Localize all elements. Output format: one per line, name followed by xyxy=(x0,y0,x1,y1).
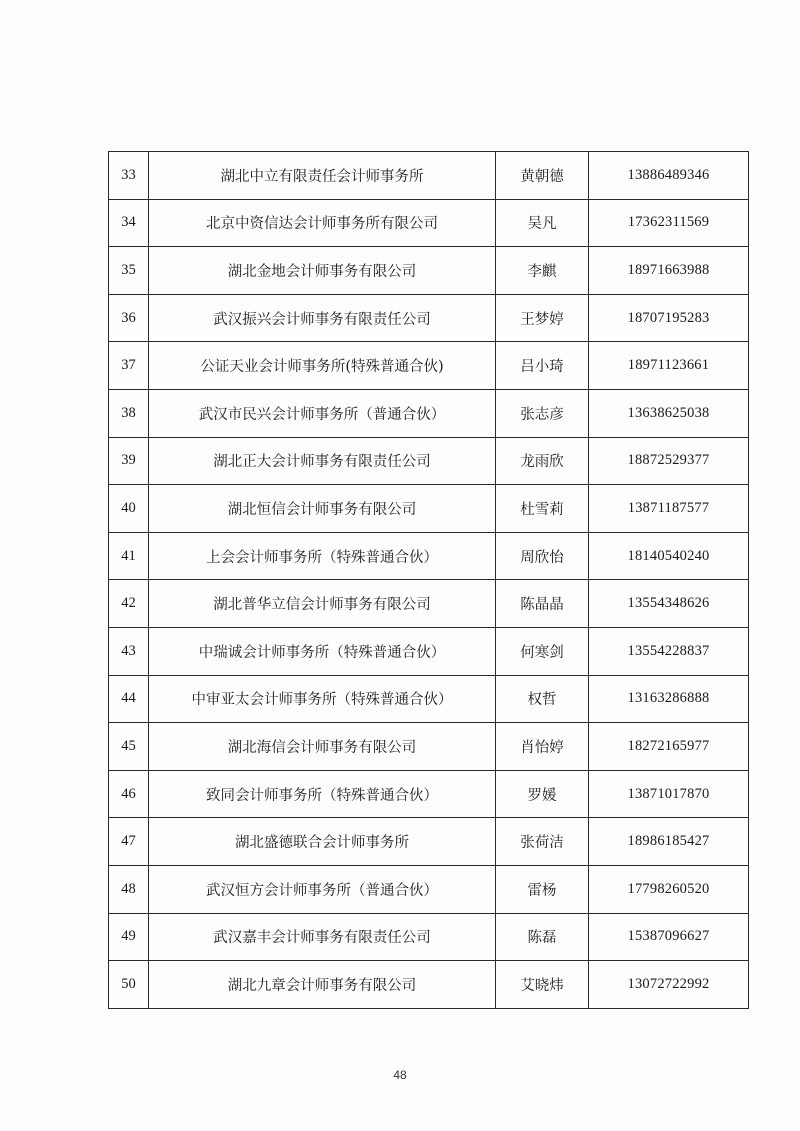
table-row xyxy=(109,389,749,437)
contact-name-cell: 雷杨 xyxy=(496,865,589,913)
table-row xyxy=(109,437,749,485)
contact-name-cell: 吕小琦 xyxy=(496,342,589,390)
table-row xyxy=(109,627,749,675)
firm-name-cell: 武汉嘉丰会计师事务有限责任公司 xyxy=(149,913,496,961)
firm-name-cell: 湖北普华立信会计师事务有限公司 xyxy=(149,580,496,628)
phone-number-cell: 18971123661 xyxy=(589,342,749,390)
row-number-cell: 49 xyxy=(109,913,149,961)
table-row xyxy=(109,152,749,200)
phone-number-cell: 13554228837 xyxy=(589,627,749,675)
firm-name-cell: 武汉恒方会计师事务所（普通合伙） xyxy=(149,865,496,913)
row-number-cell: 42 xyxy=(109,580,149,628)
contact-name-cell: 龙雨欣 xyxy=(496,437,589,485)
row-number-cell: 45 xyxy=(109,723,149,771)
firm-name-cell: 湖北九章会计师事务有限公司 xyxy=(149,961,496,1009)
row-number-cell: 47 xyxy=(109,818,149,866)
phone-number-cell: 13163286888 xyxy=(589,675,749,723)
table-row xyxy=(109,532,749,580)
firm-name-cell: 湖北海信会计师事务有限公司 xyxy=(149,723,496,771)
table-row xyxy=(109,485,749,533)
firm-name-cell: 武汉市民兴会计师事务所（普通合伙） xyxy=(149,389,496,437)
phone-number-cell: 13072722992 xyxy=(589,961,749,1009)
row-number-cell: 35 xyxy=(109,247,149,295)
firm-name-cell: 中审亚太会计师事务所（特殊普通合伙） xyxy=(149,675,496,723)
phone-number-cell: 18707195283 xyxy=(589,294,749,342)
table-row xyxy=(109,199,749,247)
table-row xyxy=(109,913,749,961)
contact-name-cell: 杜雪莉 xyxy=(496,485,589,533)
firm-name-cell: 北京中资信达会计师事务所有限公司 xyxy=(149,199,496,247)
contact-name-cell: 陈磊 xyxy=(496,913,589,961)
row-number-cell: 39 xyxy=(109,437,149,485)
phone-number-cell: 17798260520 xyxy=(589,865,749,913)
table-row xyxy=(109,961,749,1009)
firm-name-cell: 湖北金地会计师事务有限公司 xyxy=(149,247,496,295)
phone-number-cell: 13871017870 xyxy=(589,770,749,818)
row-number-cell: 40 xyxy=(109,485,149,533)
table-row xyxy=(109,723,749,771)
contact-name-cell: 吴凡 xyxy=(496,199,589,247)
row-number-cell: 46 xyxy=(109,770,149,818)
table-row xyxy=(109,770,749,818)
phone-number-cell: 13638625038 xyxy=(589,389,749,437)
firm-name-cell: 致同会计师事务所（特殊普通合伙） xyxy=(149,770,496,818)
contact-name-cell: 权哲 xyxy=(496,675,589,723)
row-number-cell: 38 xyxy=(109,389,149,437)
table-row xyxy=(109,580,749,628)
phone-number-cell: 18986185427 xyxy=(589,818,749,866)
contact-name-cell: 何寒剑 xyxy=(496,627,589,675)
contact-name-cell: 陈晶晶 xyxy=(496,580,589,628)
phone-number-cell: 18971663988 xyxy=(589,247,749,295)
table-row xyxy=(109,342,749,390)
firm-name-cell: 公证天业会计师事务所(特殊普通合伙) xyxy=(149,342,496,390)
phone-number-cell: 18140540240 xyxy=(589,532,749,580)
contact-name-cell: 张荷洁 xyxy=(496,818,589,866)
table-row xyxy=(109,247,749,295)
phone-number-cell: 13554348626 xyxy=(589,580,749,628)
row-number-cell: 33 xyxy=(109,152,149,200)
row-number-cell: 44 xyxy=(109,675,149,723)
row-number-cell: 37 xyxy=(109,342,149,390)
firm-name-cell: 中瑞诚会计师事务所（特殊普通合伙） xyxy=(149,627,496,675)
table-row xyxy=(109,675,749,723)
contact-name-cell: 艾晓炜 xyxy=(496,961,589,1009)
firm-name-cell: 湖北正大会计师事务有限责任公司 xyxy=(149,437,496,485)
phone-number-cell: 15387096627 xyxy=(589,913,749,961)
phone-number-cell: 18872529377 xyxy=(589,437,749,485)
row-number-cell: 41 xyxy=(109,532,149,580)
row-number-cell: 48 xyxy=(109,865,149,913)
table-row xyxy=(109,294,749,342)
phone-number-cell: 17362311569 xyxy=(589,199,749,247)
contact-name-cell: 周欣怡 xyxy=(496,532,589,580)
row-number-cell: 50 xyxy=(109,961,149,1009)
row-number-cell: 36 xyxy=(109,294,149,342)
row-number-cell: 43 xyxy=(109,627,149,675)
page-number: 48 xyxy=(393,1068,407,1082)
contact-name-cell: 黄朝德 xyxy=(496,152,589,200)
firm-name-cell: 湖北盛德联合会计师事务所 xyxy=(149,818,496,866)
firm-name-cell: 武汉振兴会计师事务有限责任公司 xyxy=(149,294,496,342)
table-body xyxy=(109,152,749,1009)
firm-contact-table xyxy=(108,151,749,1009)
firm-name-cell: 上会会计师事务所（特殊普通合伙） xyxy=(149,532,496,580)
contact-name-cell: 王梦婷 xyxy=(496,294,589,342)
contact-name-cell: 肖怡婷 xyxy=(496,723,589,771)
row-number-cell: 34 xyxy=(109,199,149,247)
phone-number-cell: 13886489346 xyxy=(589,152,749,200)
contact-name-cell: 李麒 xyxy=(496,247,589,295)
table-row xyxy=(109,865,749,913)
table-row xyxy=(109,818,749,866)
phone-number-cell: 13871187577 xyxy=(589,485,749,533)
firm-name-cell: 湖北中立有限责任会计师事务所 xyxy=(149,152,496,200)
phone-number-cell: 18272165977 xyxy=(589,723,749,771)
contact-name-cell: 罗媛 xyxy=(496,770,589,818)
contact-name-cell: 张志彦 xyxy=(496,389,589,437)
firm-name-cell: 湖北恒信会计师事务有限公司 xyxy=(149,485,496,533)
